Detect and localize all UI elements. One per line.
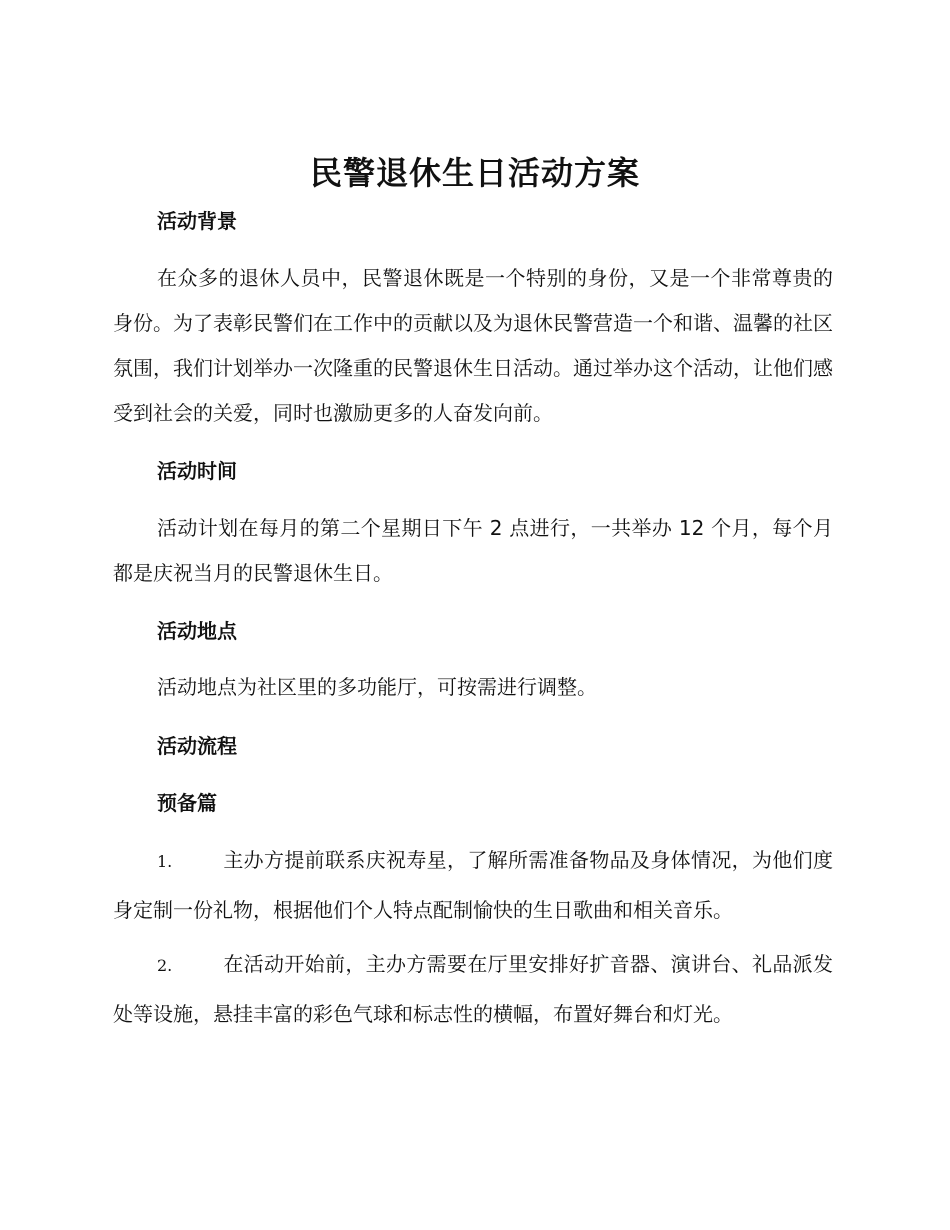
list-item bbox=[113, 940, 833, 1038]
list-item-text: 主办方提前联系庆祝寿星，了解所需准备物品及身体情况，为他们度身定制一份礼物，根据他们个人特点配制愉快的生日歌曲和相关音乐。 bbox=[113, 848, 833, 922]
heading-time: 活动时间 bbox=[157, 459, 237, 483]
list-number: 2. bbox=[157, 956, 173, 975]
paragraph-time: 活动计划在每月的第二个星期日下午 2 点进行，一共举办 12 个月，每个月都是庆祝当月的民警退休生日。 bbox=[113, 516, 833, 585]
heading-preparation: 预备篇 bbox=[157, 791, 217, 815]
heading-process: 活动流程 bbox=[157, 734, 237, 758]
document-title: 民警退休生日活动方案 bbox=[309, 154, 640, 192]
list-number: 1. bbox=[157, 852, 173, 871]
heading-background: 活动背景 bbox=[157, 209, 237, 233]
paragraph-background: 在众多的退休人员中，民警退休既是一个特别的身份，又是一个非常尊贵的身份。为了表彰民警们在工作中的贡献以及为退休民警营造一个和谐、温馨的社区氛围，我们计划举办一次隆重的民警退休生日活动。通过举办这个活动，让他们感受到社会的关爱，同时也激励更多的人奋发向前。 bbox=[113, 266, 833, 425]
list-item-text: 在活动开始前，主办方需要在厅里安排好扩音器、演讲台、礼品派发处等设施，悬挂丰富的彩色气球和标志性的横幅，布置好舞台和灯光。 bbox=[113, 952, 833, 1026]
heading-location: 活动地点 bbox=[157, 619, 237, 643]
list-item bbox=[113, 836, 833, 934]
paragraph-location: 活动地点为社区里的多功能厅，可按需进行调整。 bbox=[157, 675, 597, 699]
